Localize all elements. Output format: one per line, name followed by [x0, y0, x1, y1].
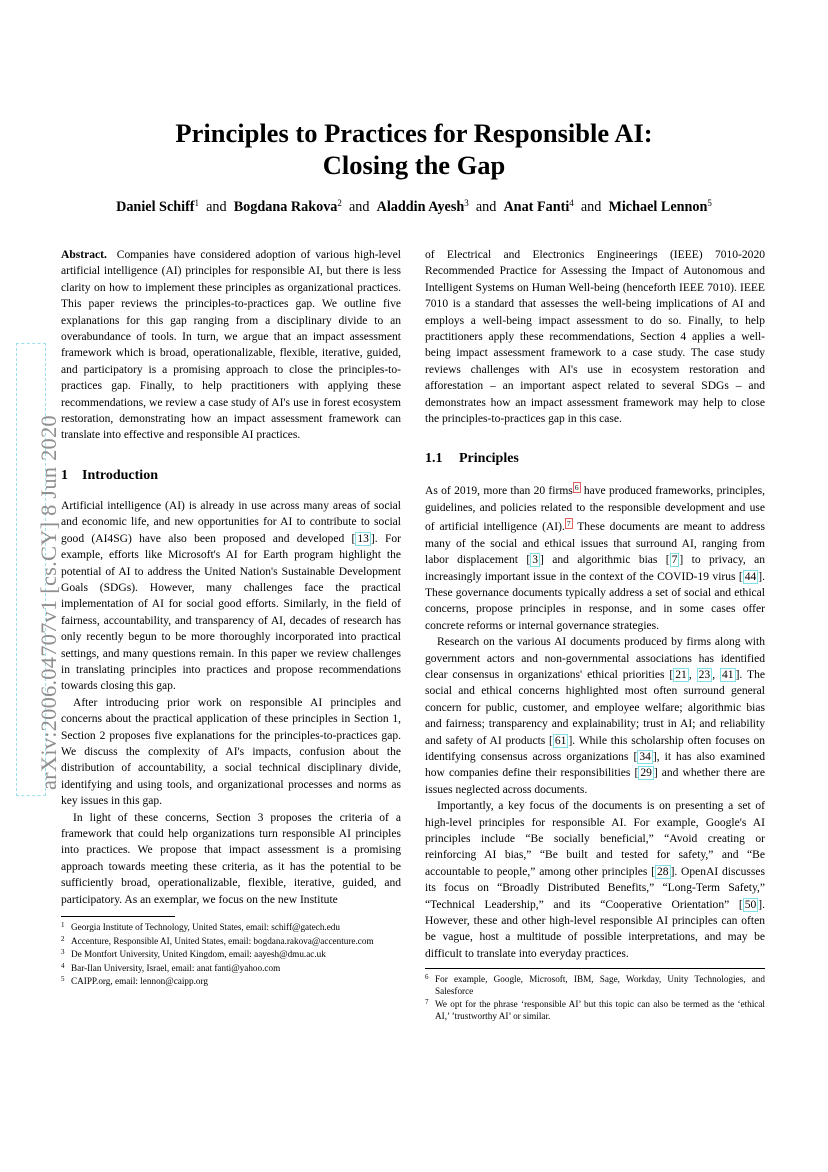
abstract [61, 247, 401, 444]
footnote-number: 1 [61, 921, 65, 930]
arxiv-identifier: arXiv:2006.04707v1 [cs.CY] 8 Jun 2020 [36, 415, 61, 790]
intro-paragraph-3-continued: of Electrical and Electronics Engineerings (IEEE) 7010-2020 Recommended Practice for Assessing the Impact of Autonomous and Intelligent Systems on Human Well-being (henceforth IEEE 7010). IEEE 7010 is a standard that assesses the well-being implications of AI and employs a well-being impact assessment to do so. Finally, to help practitioners apply these recommendations, Section 4 applies a well-being impact assessment framework to a case study. The case study reviews challenges with AI's use in ecosystem restoration and afforestation – an important aspect related to several SDGs – and demonstrates how an impact assessment framework may help to close the principles-to-practices gap in this case. [425, 249, 765, 426]
text-run: Research on the various AI documents produced by firms along with government actors and non-governmental associations has identified clear consensus in organizations' ethical priorities [ [425, 636, 765, 681]
author-separator: and [206, 199, 227, 215]
footnote-mark-link[interactable]: 6 [574, 483, 579, 493]
author-name: Michael Lennon [608, 199, 708, 215]
citation-link[interactable]: 3 [532, 554, 538, 567]
author-separator: and [349, 199, 370, 215]
citation-link[interactable]: 50 [744, 898, 757, 911]
footnote-text: CAIPP.org, email: lennon@caipp.org [71, 976, 208, 987]
citation-link[interactable]: 29 [640, 767, 652, 780]
text-run: ]. OpenAI discusses its focus on “Broadly Distributed Benefits,” “Long-Term Safety,” “Technical Leadership,” and its “Cooperative Orientation” [ [425, 865, 765, 911]
paper-title [100, 117, 728, 181]
footnote [61, 961, 401, 975]
citation-link[interactable]: 34 [639, 750, 651, 763]
intro-paragraph-2: After introducing prior work on responsible AI principles and concerns about the practical application of these principles in Section 1, Section 2 proposes five explanations for the principles-to-practices gap. We discuss the complexity of AI's impacts, confusion about the distribution of accountability, a social technical disciplinary divide, identifying and using tools, and organizational processes and norms as key issues in this gap. [61, 696, 401, 808]
subsection-number: 1.1 [425, 451, 443, 467]
principles-paragraph-2 [425, 634, 765, 798]
intro-paragraph-1 [61, 498, 401, 695]
section-heading-introduction [61, 468, 401, 484]
footnote [61, 920, 401, 934]
section-number: 1 [61, 467, 68, 483]
footnote-text: Georgia Institute of Technology, United States, email: schiff@gatech.edu [71, 922, 340, 933]
footnote [61, 974, 401, 988]
footnote-number: 6 [425, 973, 429, 982]
footnote-number: 4 [61, 961, 65, 970]
citation-link[interactable]: 28 [657, 865, 669, 878]
intro-paragraph-3: In light of these concerns, Section 3 proposes the criteria of a framework that could help organizations turn responsible AI principles into practices. We propose that impact assessment is a promising approach towards meeting these criteria, as it has the potential to be sufficiently broad, operationalizable, flexible, iterative, guided, and participatory. As an exemplar, we focus on the new Institute [61, 811, 401, 906]
footnote-text: Bar-Ilan University, Israel, email: anat fanti@yahoo.com [71, 962, 281, 973]
footnote-rule [425, 968, 765, 969]
citation-link[interactable]: 21 [675, 668, 687, 681]
author-list [60, 198, 768, 216]
citation-separator: , [688, 668, 697, 681]
footnote-text: For example, Google, Microsoft, IBM, Sage, Workday, Unity Technologies, and Salesforce [435, 974, 765, 996]
author-separator: and [475, 199, 497, 215]
author-affiliation-mark: 2 [337, 198, 342, 208]
text-run: ] and algorithmic bias [ [540, 554, 670, 567]
title-line-1: Principles to Practices for Responsible AI: [175, 118, 653, 148]
author-name: Bogdana Rakova [233, 199, 338, 215]
principles-paragraph-1 [425, 480, 765, 634]
section-title: Introduction [82, 467, 158, 483]
citation-link[interactable]: 13 [357, 532, 369, 545]
right-column [425, 247, 765, 1023]
subsection-title: Principles [459, 451, 519, 467]
text-run: ]. The social and ethical concerns highlighted most often surround general concern for public, customer, and employee welfare; algorithmic bias and fairness; transparency and explainability; trust in AI; and reliability and safety of AI products [ [425, 668, 765, 747]
text-run: ]. However, these and other high-level responsible AI principles can often be vague, host a multitude of possible interpretations, and may be difficult to translate into everyday practices. [425, 898, 765, 960]
footnote-text: De Montfort University, United Kingdom, email: aayesh@dmu.ac.uk [71, 949, 326, 960]
text-run: ]. These governance documents typically address a set of social and ethical concerns, propose principles in response, and in some cases offer concrete reforms or internal governance strategies. [425, 570, 765, 632]
footnote [61, 947, 401, 961]
citation-link[interactable]: 61 [554, 734, 567, 747]
footnote-mark-link[interactable]: 7 [566, 519, 571, 529]
author-affiliation-mark: 5 [707, 198, 712, 208]
abstract-text: Companies have considered adoption of various high-level artificial intelligence (AI) principles for responsible AI, but there is less clarity on how to implement these principles as organizational practices. This paper reviews the principles-to-practices gap. We outline five explanations for this gap ranging from a disciplinary divide to an overabundance of tools. In turn, we argue that an impact assessment framework which is broad, operationalizable, flexible, iterative, guided, and participatory is a promising approach to close the principles-to-practices gap. Finally, to help practitioners with applying these recommendations, we review a case study of AI's use in forest ecosystem restoration, demonstrating how an impact assessment framework can translate into effective and responsible AI practices. [61, 249, 401, 442]
footnote-text: We opt for the phrase ‘responsible AI’ but this topic can also be termed as the ‘ethical AI,’ ’trustworthy AI’ or similar. [435, 999, 765, 1022]
text-run: ]. While this scholarship often focuses on identifying consensus across organizations [ [425, 734, 766, 763]
text-run: ] to privacy, an increasingly important issue in the context of the COVID-19 virus [ [425, 554, 765, 583]
author-separator: and [580, 199, 602, 215]
citation-separator: , [712, 668, 721, 681]
title-line-2: Closing the Gap [322, 150, 506, 180]
author-name: Aladdin Ayesh [376, 199, 465, 215]
footnote-number: 2 [61, 934, 65, 943]
footnote [425, 972, 765, 997]
footnote-text: Accenture, Responsible AI, United States, email: bogdana.rakova@accenture.com [71, 935, 374, 946]
text-run: ] and whether there are issues neglected across documents. [425, 767, 765, 796]
footnote-rule [61, 916, 175, 917]
citation-link[interactable]: 23 [698, 668, 711, 681]
text-run: These documents are meant to address many of the social and ethical issues that surround AI, ranging from labor displacement [ [425, 521, 765, 567]
subsection-heading-principles [425, 451, 765, 467]
citation-link[interactable]: 7 [671, 554, 678, 567]
author-name: Anat Fanti [503, 199, 570, 215]
text-run: have produced frameworks, principles, guidelines, and policies related to the responsible development and use of artificial intelligence (AI). [425, 485, 766, 534]
citation-link[interactable]: 44 [744, 570, 757, 583]
footnote [425, 997, 765, 1022]
author-affiliation-mark: 3 [464, 198, 469, 208]
text-run: ]. For example, efforts like Microsoft's AI for Earth program highlight the potential of AI to address the United Nation's Sustainable Development Goals (SDGs). However, many challenges face the practical implementation of AI for social good efforts. Similarly, in the field of fairness, accountability, and transparency of AI, decades of research has only recently begun to be more thoroughly incorporated into practical settings, and many questions remain. In this paper we review challenges in translating principles into practices and propose recommendations towards closing this gap. [61, 532, 401, 693]
footnote-number: 3 [61, 948, 65, 957]
principles-paragraph-3 [425, 798, 765, 962]
text-run: ], it has also examined how companies define their responsibilities [ [425, 750, 765, 780]
footnote-number: 5 [61, 975, 65, 984]
citation-link[interactable]: 41 [722, 668, 734, 681]
left-column [61, 247, 401, 988]
abstract-label: Abstract. [61, 249, 107, 261]
author-affiliation-mark: 4 [569, 198, 574, 208]
author-affiliation-mark: 1 [194, 198, 200, 208]
author-name: Daniel Schiff [116, 199, 195, 215]
text-run: Importantly, a key focus of the documents is on presenting a set of high-level principles for responsible AI. For example, Google's AI principles include “Be socially beneficial,” “Avoid creating or reinforcing AI bias,” “Be built and tested for safety,” and “Be accountable to people,” among other principles [ [425, 800, 765, 878]
footnote-number: 7 [425, 998, 429, 1007]
text-run: Artificial intelligence (AI) is already in use across many areas of social and economic life, and new opportunities for AI to contribute to social good (AI4SG) have also been proposed and developed [ [61, 499, 401, 545]
text-run: As of 2019, more than 20 firms [425, 485, 573, 498]
footnote [61, 934, 401, 948]
